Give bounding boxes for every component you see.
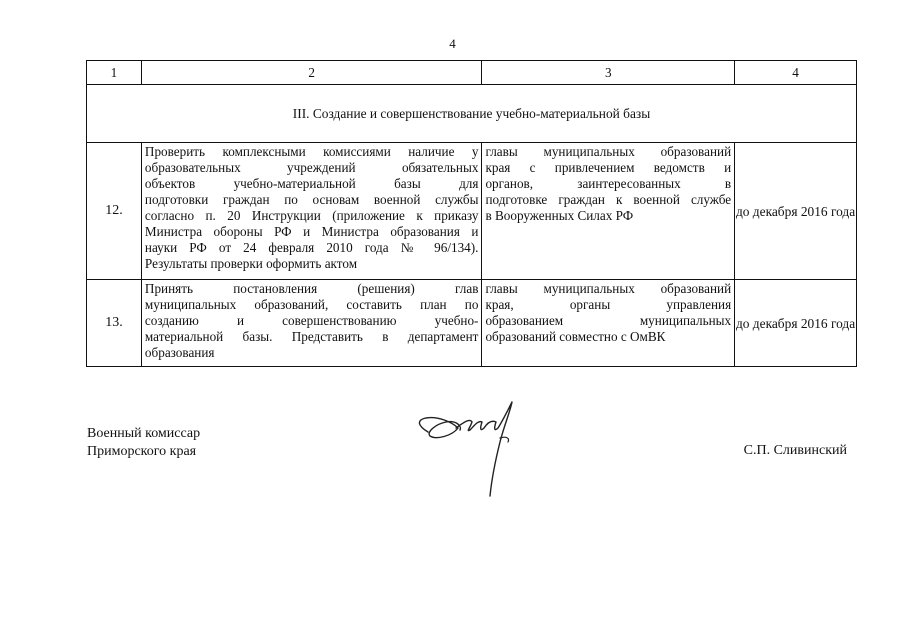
task-line: согласно п. 20 Инструкции (приложение к приказу xyxy=(144,208,479,223)
task-line: науки РФ от 24 февраля 2010 года № 96/134). xyxy=(144,240,479,255)
executor-line: главы муниципальных образований xyxy=(485,281,732,296)
executor-line: органов, заинтересованных в xyxy=(485,176,732,191)
executor-line: образований совместно с ОмВК xyxy=(485,329,666,344)
handwritten-signature xyxy=(412,392,532,502)
table-row xyxy=(87,143,857,280)
task-line: муниципальных образований, составить план по xyxy=(144,297,479,312)
position-line: Военный комиссар xyxy=(87,426,201,441)
section-row xyxy=(87,85,857,143)
task-line: Проверить комплексными комиссиями наличие у xyxy=(144,144,479,159)
executor-cell xyxy=(482,143,735,280)
task-line: материальной базы. Представить в департамент xyxy=(144,329,479,344)
task-line: Министра обороны РФ и Министра образования и xyxy=(144,224,479,239)
executor-line: подготовке граждан к военной службе xyxy=(485,192,732,207)
deadline-cell: до декабря 2016 года xyxy=(735,143,857,280)
task-line: образовательных учреждений обязательных xyxy=(144,160,479,175)
signatory-name: С.П. Сливинский xyxy=(743,443,847,458)
executor-line: главы муниципальных образований xyxy=(485,144,732,159)
header-cell: 2 xyxy=(141,61,482,85)
task-cell xyxy=(141,280,482,367)
table-row xyxy=(87,280,857,367)
deadline-cell: до декабря 2016 года xyxy=(735,280,857,367)
executor-line: края с привлечением ведомств и xyxy=(485,160,732,175)
signatory-position xyxy=(87,425,200,461)
plan-table xyxy=(86,60,857,367)
executor-line: края, органы управления xyxy=(485,297,732,312)
header-cell: 1 xyxy=(87,61,142,85)
page-number: 4 xyxy=(449,36,456,51)
section-title: III. Создание и совершенствование учебно-материальной базы xyxy=(87,85,857,143)
task-line: объектов учебно-материальной базы для xyxy=(144,176,479,191)
row-number: 12. xyxy=(87,143,142,280)
row-number: 13. xyxy=(87,280,142,367)
task-line: образования xyxy=(144,345,215,360)
executor-line: в Вооруженных Силах РФ xyxy=(485,208,634,223)
header-cell: 4 xyxy=(735,61,857,85)
header-cell: 3 xyxy=(482,61,735,85)
task-line: Результаты проверки оформить актом xyxy=(144,256,358,271)
task-cell xyxy=(141,143,482,280)
executor-line: образованием муниципальных xyxy=(485,313,732,328)
position-line: Приморского края xyxy=(87,444,197,459)
executor-cell xyxy=(482,280,735,367)
table-header-row xyxy=(87,61,857,85)
task-line: подготовки граждан по основам военной службы xyxy=(144,192,479,207)
task-line: Принять постановления (решения) глав xyxy=(144,281,479,296)
task-line: созданию и совершенствованию учебно- xyxy=(144,313,479,328)
